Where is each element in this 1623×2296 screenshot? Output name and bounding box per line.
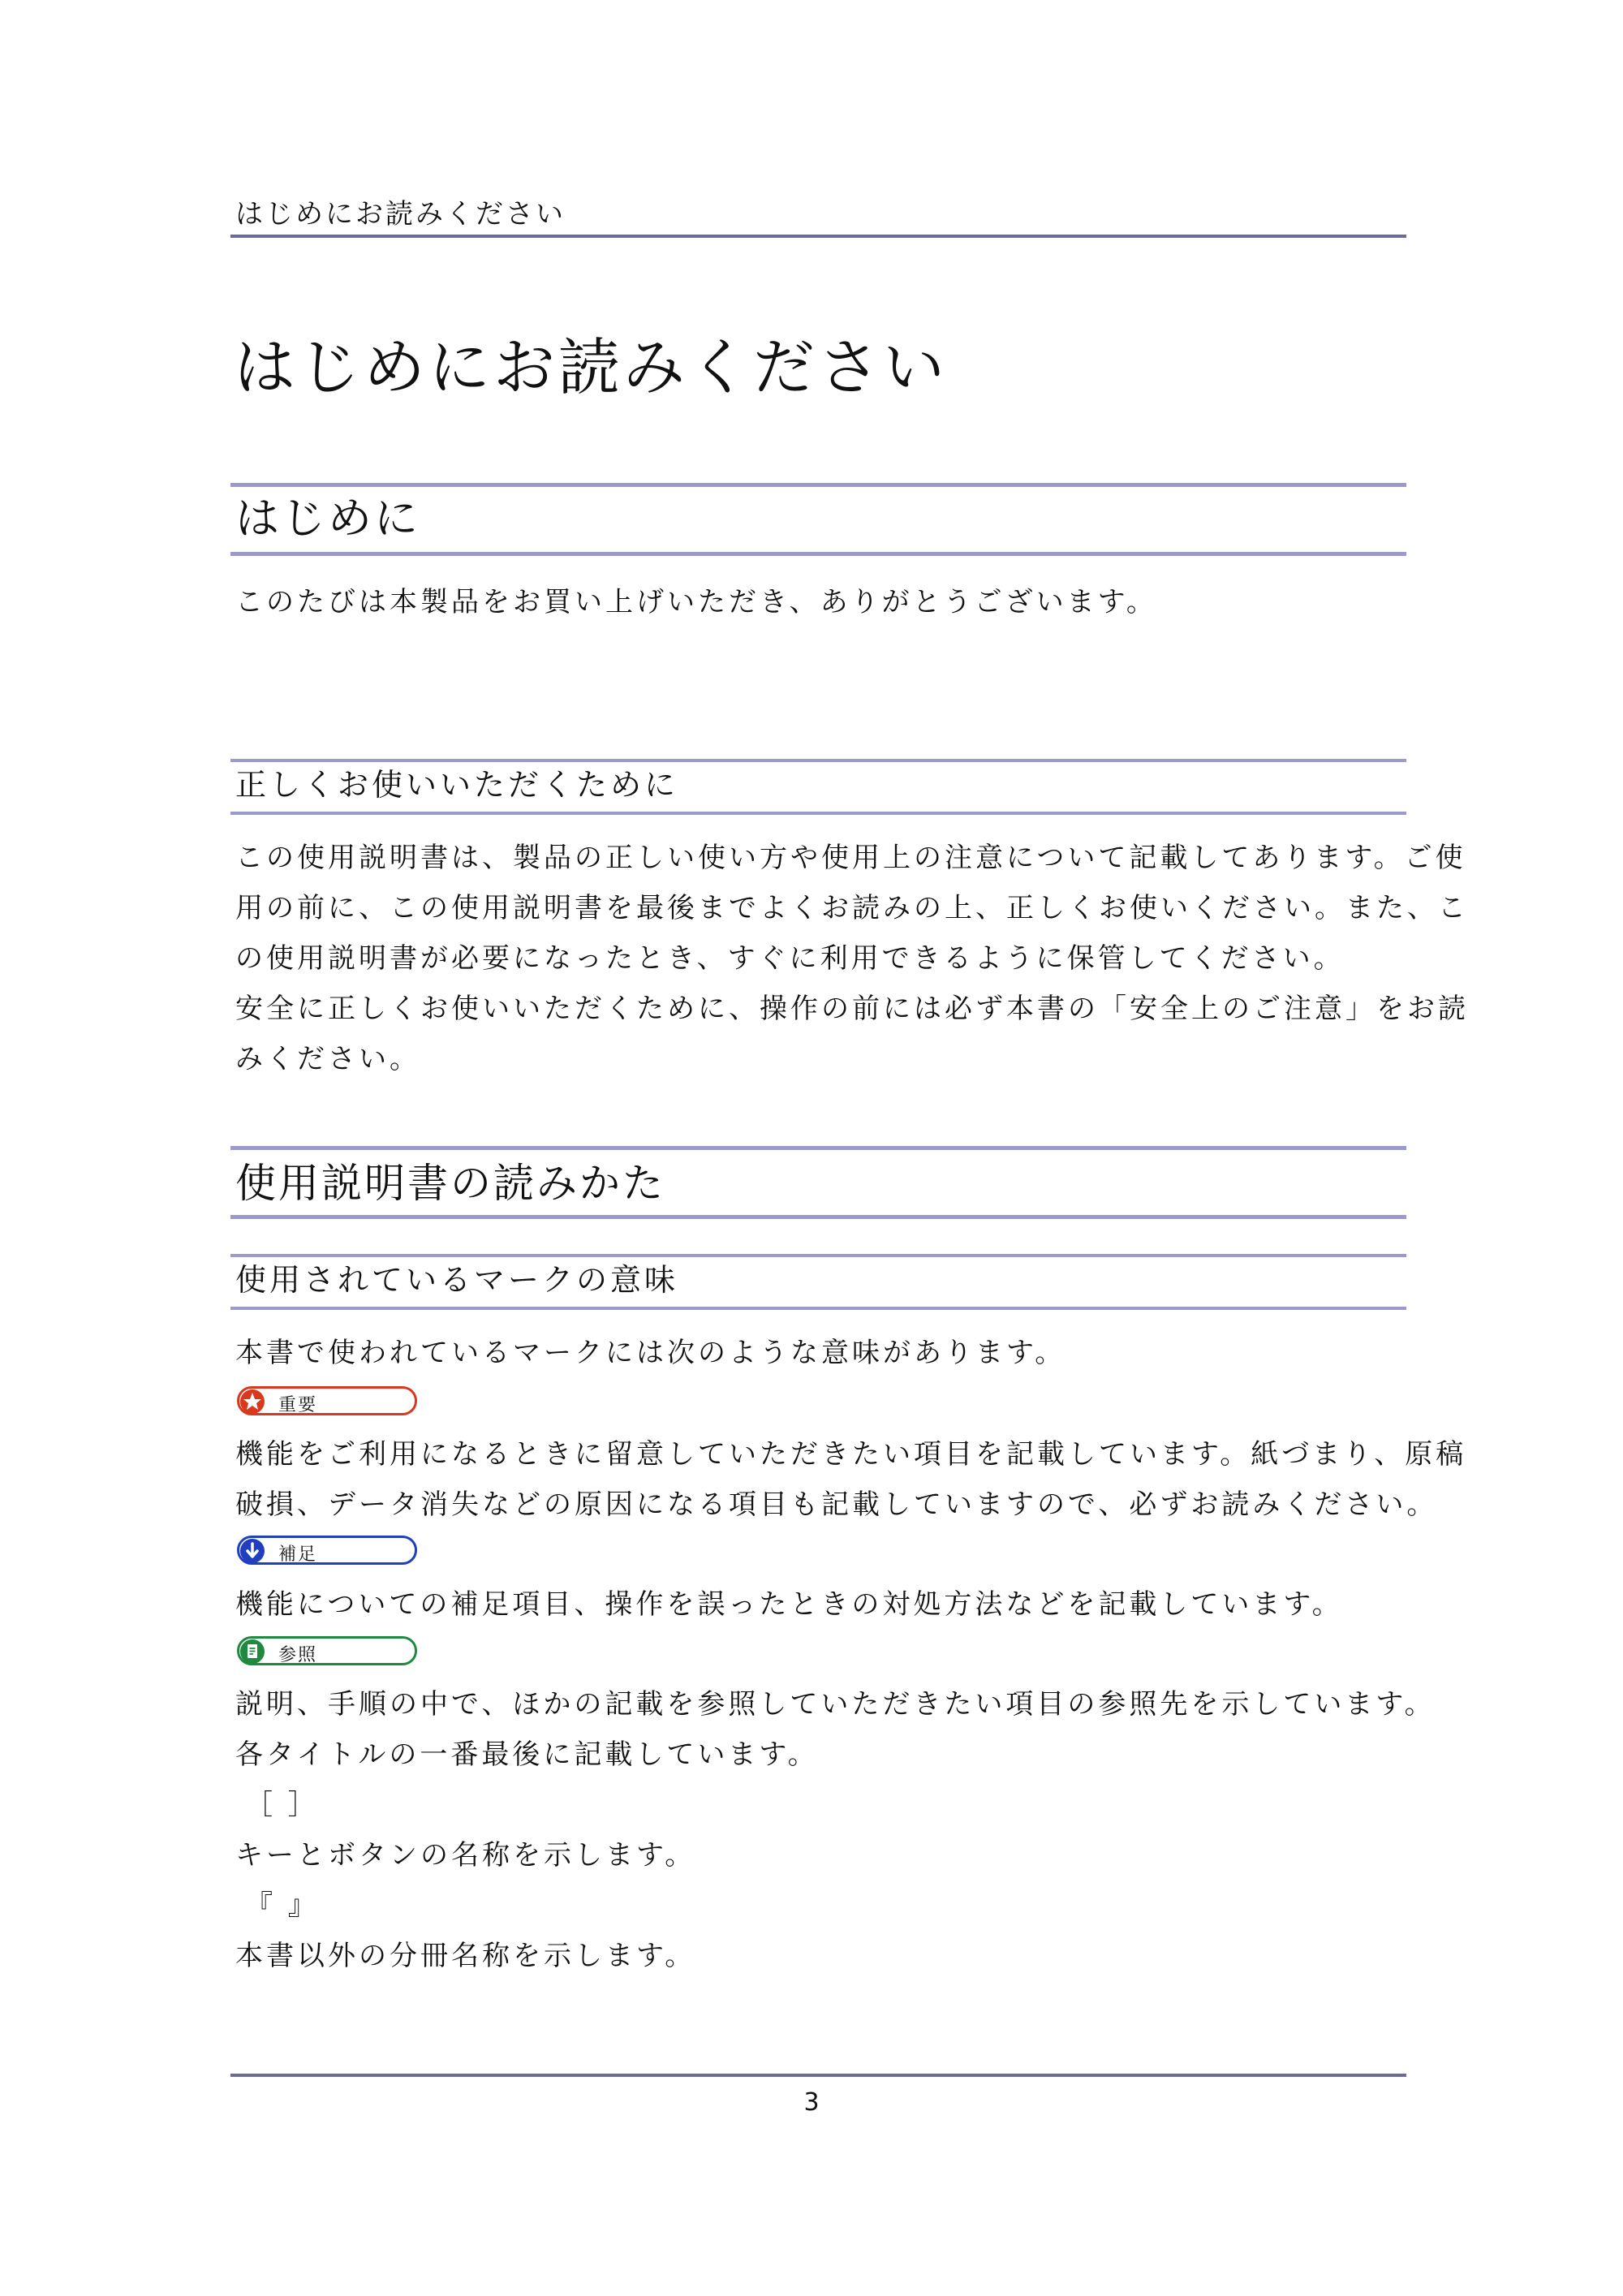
subsection-rule-bottom (230, 1307, 1406, 1310)
supplement-badge (237, 1536, 417, 1565)
section-rule-bottom (230, 1215, 1406, 1219)
reference-badge (237, 1636, 417, 1665)
subsection-heading-proper-use: 正しくお使いいただくために (235, 767, 679, 803)
section-rule-bottom (230, 552, 1406, 556)
proper-use-line: 用の前に、この使用説明書を最後までよくお読みの上、正しくお使いください。また、こ (235, 892, 1469, 924)
proper-use-line: の使用説明書が必要になったとき、すぐに利用できるように保管してください。 (235, 942, 1345, 975)
reference-label: 参照 (278, 1645, 318, 1665)
double-bracket-text: 本書以外の分冊名称を示します。 (235, 1940, 696, 1972)
star-icon (240, 1389, 265, 1414)
section-rule-top (230, 483, 1406, 487)
section-rule-top (230, 1146, 1406, 1150)
running-header: はじめにお読みください (235, 198, 566, 230)
proper-use-line: この使用説明書は、製品の正しい使い方や使用上の注意について記載してあります。ご使 (235, 842, 1466, 874)
subsection-rule-bottom (230, 812, 1406, 815)
section-heading-how-to-read: 使用説明書の読みかた (235, 1160, 665, 1207)
reference-line: 説明、手順の中で、ほかの記載を参照していただきたい項目の参照先を示しています。 (235, 1688, 1436, 1721)
important-badge (237, 1386, 417, 1415)
subsection-rule-top (230, 1254, 1406, 1257)
footer-rule (230, 2074, 1406, 2077)
bracket-symbol: ［ ］ (245, 1789, 319, 1821)
intro-text: このたびは本製品をお買い上げいただき、ありがとうございます。 (235, 586, 1157, 618)
document-icon (240, 1639, 265, 1664)
proper-use-line: 安全に正しくお使いいただくために、操作の前には必ず本書の「安全上のご注意」をお読 (235, 993, 1469, 1025)
marks-intro: 本書で使われているマークには次のような意味があります。 (235, 1337, 1066, 1369)
section-heading-intro: はじめに (235, 493, 420, 544)
reference-line: 各タイトルの一番最後に記載しています。 (235, 1738, 819, 1771)
down-arrow-icon (240, 1539, 265, 1563)
bracket-text: キーとボタンの名称を示します。 (235, 1839, 696, 1872)
supplement-label: 補足 (278, 1544, 318, 1565)
subsection-rule-top (230, 759, 1406, 762)
double-bracket-symbol: 『 』 (245, 1889, 319, 1922)
subsection-heading-marks: 使用されているマークの意味 (235, 1262, 679, 1298)
important-line: 破損、データ消失などの原因になる項目も記載していますので、必ずお読みください。 (235, 1488, 1438, 1521)
proper-use-line: みください。 (235, 1043, 420, 1075)
important-line: 機能をご利用になるときに留意していただきたい項目を記載しています。紙づまり、原稿 (235, 1438, 1467, 1471)
page-title: はじめにお読みください (234, 331, 948, 403)
header-rule (230, 235, 1406, 238)
supplement-line: 機能についての補足項目、操作を誤ったときの対処方法などを記載しています。 (235, 1588, 1343, 1621)
page-number: 3 (803, 2088, 820, 2117)
important-label: 重要 (278, 1395, 318, 1415)
